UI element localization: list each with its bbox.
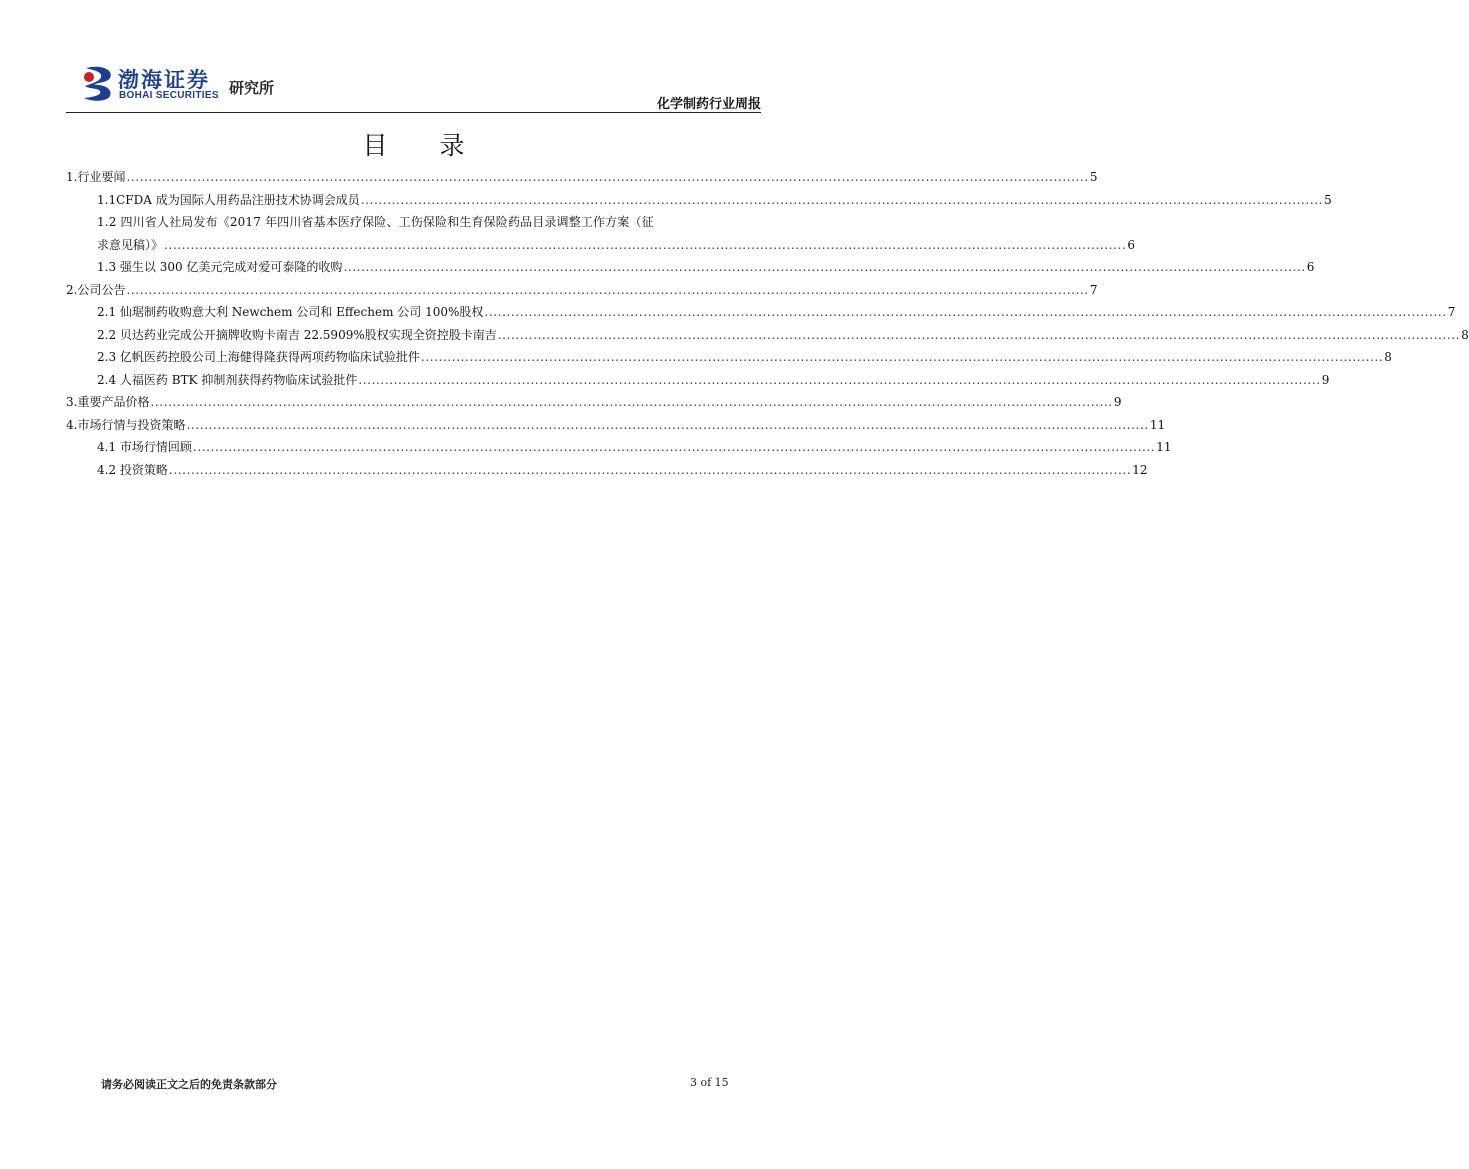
toc-entry[interactable] <box>66 346 1392 369</box>
toc-leader-dots: .......................................................................................................................................................................................................................... <box>343 260 1306 274</box>
toc-entry[interactable] <box>66 301 1456 324</box>
toc-entry[interactable] <box>66 256 1315 279</box>
footer-page-number: 3 of 15 <box>690 1076 729 1089</box>
toc-entry[interactable] <box>66 414 1166 437</box>
toc-entry-title: 1.行业要闻 <box>66 170 126 184</box>
toc-entry-title: 3.重要产品价格 <box>66 395 150 409</box>
table-of-contents <box>66 166 1469 481</box>
toc-entry[interactable] <box>66 166 1098 189</box>
header-divider <box>66 112 761 113</box>
toc-entry-continuation <box>97 234 1136 257</box>
toc-entry-title: 求意见稿）》 <box>97 237 164 252</box>
toc-entry-page: 11 <box>1149 417 1166 432</box>
toc-entry-title: 1.3 强生以 300 亿美元完成对爱可泰隆的收购 <box>97 260 343 274</box>
toc-leader-dots: .......................................................................................................................................................................................................................... <box>358 372 1321 387</box>
toc-entry[interactable] <box>66 211 1136 256</box>
toc-entry-page: 7 <box>1089 282 1098 297</box>
toc-entry[interactable] <box>66 324 1469 347</box>
toc-entry-title: 1.2 四川省人社局发布《2017 年四川省基本医疗保险、工伤保险和生育保险药品目录调整工作方案（征 <box>97 215 654 229</box>
toc-leader-dots: .......................................................................................................................................................................................................................... <box>126 170 1089 184</box>
toc-leader-dots: .......................................................................................................................................................................................................................... <box>484 305 1447 319</box>
toc-entry-title: 1.1CFDA 成为国际人用药品注册技术协调会成员 <box>97 192 360 207</box>
toc-leader-dots: .......................................................................................................................................................................................................................... <box>168 462 1132 477</box>
page-header <box>0 0 827 116</box>
toc-leader-dots: .......................................................................................................................................................................................................................... <box>192 440 1156 454</box>
toc-entry[interactable] <box>66 436 1172 459</box>
toc-entry-page: 8 <box>1384 350 1392 364</box>
toc-entry-page: 7 <box>1447 305 1456 319</box>
toc-entry-page: 5 <box>1089 170 1098 184</box>
toc-entry-page: 6 <box>1306 260 1315 274</box>
toc-leader-dots: .......................................................................................................................................................................................................................... <box>420 350 1384 364</box>
toc-leader-dots: .......................................................................................................................................................................................................................... <box>150 395 1113 409</box>
toc-leader-dots: .......................................................................................................................................................................................................................... <box>164 237 1127 252</box>
toc-entry[interactable] <box>66 369 1330 392</box>
toc-entry-title: 4.2 投资策略 <box>97 462 168 477</box>
report-type-title: 化学制药行业周报 <box>656 97 761 112</box>
toc-entry-page: 9 <box>1113 395 1122 409</box>
toc-entry-page: 12 <box>1132 462 1148 477</box>
toc-entry[interactable] <box>66 279 1098 302</box>
toc-entry-page: 8 <box>1461 327 1469 342</box>
toc-entry-title: 2.4 人福医药 BTK 抑制剂获得药物临床试验批件 <box>97 372 358 387</box>
toc-entry-title: 4.市场行情与投资策略 <box>66 417 186 432</box>
toc-entry[interactable] <box>66 459 1148 482</box>
toc-entry-title: 4.1 市场行情回顾 <box>97 440 192 454</box>
toc-entry[interactable] <box>66 189 1332 212</box>
toc-entry-page: 6 <box>1127 237 1136 252</box>
bohai-logo-icon <box>80 64 116 102</box>
toc-entry-title: 2.2 贝达药业完成公开摘牌收购卡南吉 22.5909%股权实现全资控股卡南吉 <box>97 327 497 342</box>
institute-label: 研究所 <box>229 79 275 97</box>
toc-leader-dots: .......................................................................................................................................................................................................................... <box>497 327 1461 342</box>
toc-leader-dots: .......................................................................................................................................................................................................................... <box>126 282 1089 297</box>
toc-entry-title: 2.公司公告 <box>66 282 126 297</box>
toc-leader-dots: .......................................................................................................................................................................................................................... <box>360 192 1324 207</box>
footer-disclaimer: 请务必阅读正文之后的免责条款部分 <box>101 1078 277 1091</box>
toc-entry-page: 9 <box>1321 372 1330 387</box>
toc-entry-page: 11 <box>1156 440 1172 454</box>
toc-entry-title: 2.3 亿帆医药控股公司上海健得隆获得两项药物临床试验批件 <box>97 350 420 364</box>
toc-leader-dots: .......................................................................................................................................................................................................................... <box>186 417 1149 432</box>
toc-entry[interactable] <box>66 391 1122 414</box>
logo-chinese-name: 渤海证券 <box>118 68 210 92</box>
logo-english-name: BOHAI SECURITIES <box>119 90 219 101</box>
toc-entry-page: 5 <box>1324 192 1332 207</box>
toc-entry-title: 2.1 仙琚制药收购意大利 Newchem 公司和 Effechem 公司 100%股权 <box>97 305 484 319</box>
toc-title: 目 录 <box>362 131 487 160</box>
